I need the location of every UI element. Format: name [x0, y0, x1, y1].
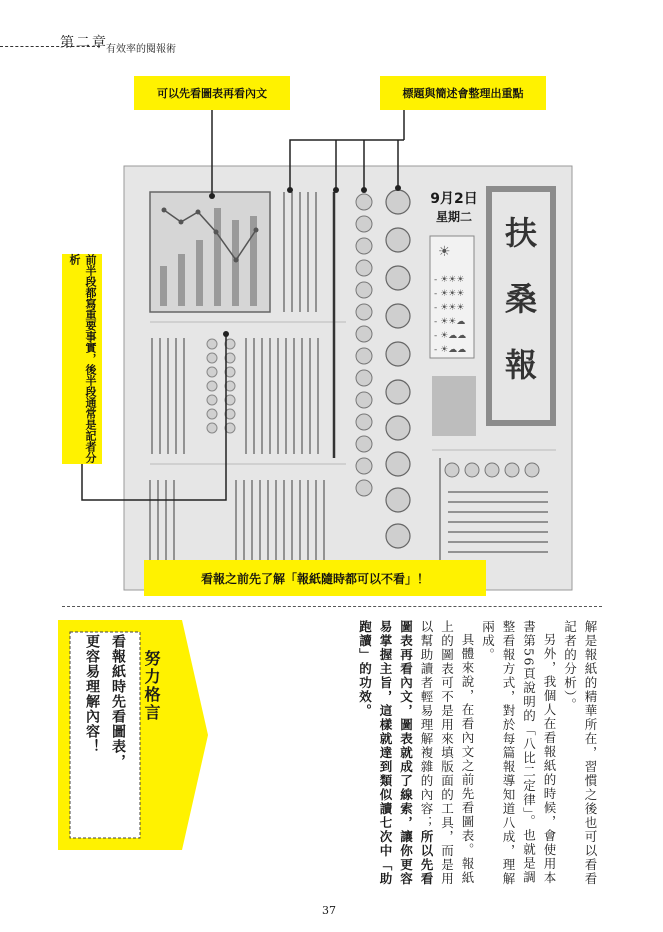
- photo-block: [432, 376, 476, 436]
- page-number: 37: [322, 904, 336, 917]
- svg-text:- ☀☁☁: - ☀☁☁: [434, 345, 467, 355]
- svg-text:- ☀☀☀: - ☀☀☀: [434, 303, 465, 313]
- callout-headlines: 標題與簡述會整理出重點: [380, 76, 546, 110]
- callout-first-half: 前半段都寫重要事實，後半段通常是記者分析: [62, 254, 102, 464]
- masthead-char: 桑: [504, 280, 537, 318]
- svg-text:- ☀☀☁: - ☀☀☁: [434, 317, 466, 327]
- body-bold-tail: 所以先看圖表再看內文，圖表就成了線索，讓你更容易掌握主旨，這樣就達到類似讀七次中「助跑讀」的功效。: [357, 620, 434, 886]
- body-paragraph: [354, 620, 477, 896]
- masthead-title: [492, 200, 550, 398]
- callout-charts-first: 可以先看圖表再看內文: [134, 76, 290, 110]
- svg-text:- ☀☁☁: - ☀☁☁: [434, 331, 467, 341]
- newspaper-weekday: 星期二: [435, 210, 472, 224]
- svg-text:☀: ☀: [438, 244, 451, 260]
- motto-line: 看報紙時先看圖表，: [110, 634, 126, 769]
- masthead-char: 報: [504, 346, 537, 384]
- section-divider: [62, 606, 602, 607]
- svg-text:- ☀☀☀: - ☀☀☀: [434, 289, 465, 299]
- body-paragraph-text: 具體來說，在看內文之前先看圖表。報紙上的圖表可不是用來填版面的工具，而是用以幫助讀者輕易理解複雜的內容；: [419, 620, 475, 886]
- callout-bottom: 看報之前先了解「報紙隨時都可以不看」！: [144, 560, 486, 596]
- chapter-subtitle: 有效率的閱報術: [106, 44, 176, 55]
- masthead-char: 扶: [504, 214, 537, 252]
- body-paragraph: 另外，我個人在看報紙的時候，會使用本書第56頁說明的「八比二定律」。也就是調整看報方式，對於每篇報導知道八成，理解兩成。: [480, 620, 557, 886]
- motto-text: [72, 634, 138, 840]
- body-text: [300, 620, 600, 896]
- newspaper-date: 9月2日: [430, 191, 478, 207]
- chapter-heading: 第二章: [60, 35, 108, 51]
- motto-line: 更容易理解內容！: [84, 634, 100, 754]
- motto-title: 努力格言: [142, 650, 161, 722]
- svg-text:- ☀☀☀: - ☀☀☀: [434, 275, 465, 285]
- body-paragraph: 解是報紙的精華所在，習慣之後也可以看看記者的分析）。: [562, 620, 598, 886]
